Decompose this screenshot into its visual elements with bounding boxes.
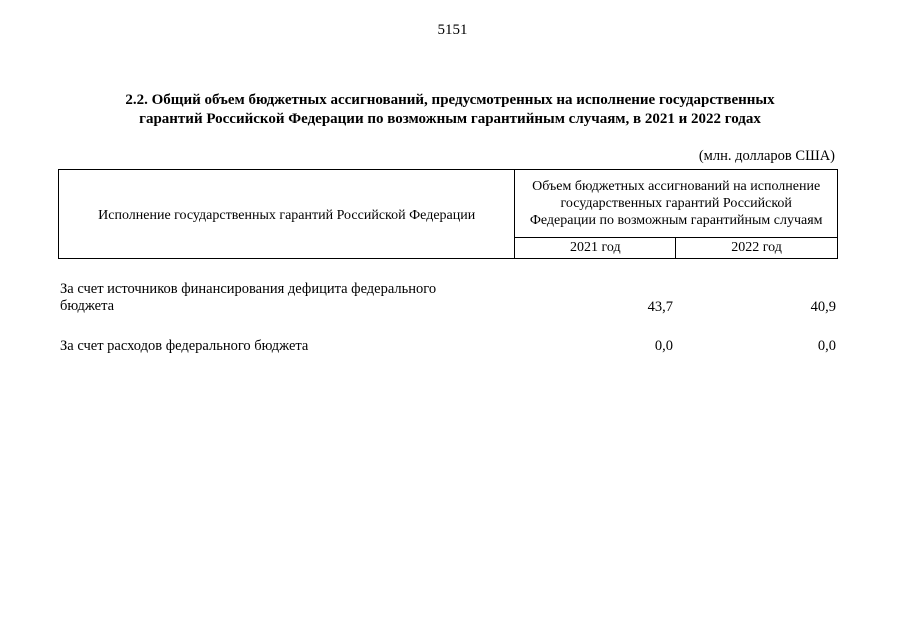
column-header-year-2021: 2021 год: [515, 238, 676, 259]
value-2021: 0,0: [654, 338, 673, 354]
column-header-guarantees: [59, 170, 515, 259]
column-header-allocations-line-3: Федерации по возможным гарантийным случаям: [529, 213, 823, 228]
column-header-allocations: [515, 170, 838, 238]
row-label: [60, 281, 480, 315]
value-2021: 43,7: [647, 299, 673, 315]
units-note: (млн. долларов США): [698, 148, 835, 164]
value-2022: 40,9: [810, 299, 836, 315]
section-heading: [60, 91, 840, 129]
column-header-allocations-line-1: Объем бюджетных ассигнований на исполнение: [532, 179, 821, 194]
section-heading-line-2: гарантий Российской Федерации по возможным гарантийным случаям, в 2021 и 2022 годах: [139, 111, 761, 127]
column-header-guarantees-text: Исполнение государственных гарантий Российской Федерации: [98, 207, 476, 223]
column-header-allocations-line-2: государственных гарантий Российской: [560, 196, 792, 211]
value-2022: 0,0: [817, 338, 836, 354]
row-label: За счет расходов федерального бюджета: [60, 338, 309, 354]
page-number: 5151: [437, 22, 468, 38]
section-heading-line-1: 2.2. Общий объем бюджетных ассигнований, предусмотренных на исполнение государственных: [125, 92, 775, 108]
table-row-deficit-sources: [60, 281, 838, 317]
table-row-budget-expenses: [60, 338, 838, 358]
row-label-line-2: бюджета: [60, 298, 115, 314]
budget-table-header: [58, 169, 838, 259]
row-label-line-1: За счет источников финансирования дефицита федерального: [60, 281, 437, 297]
column-header-year-2022: 2022 год: [676, 238, 838, 259]
